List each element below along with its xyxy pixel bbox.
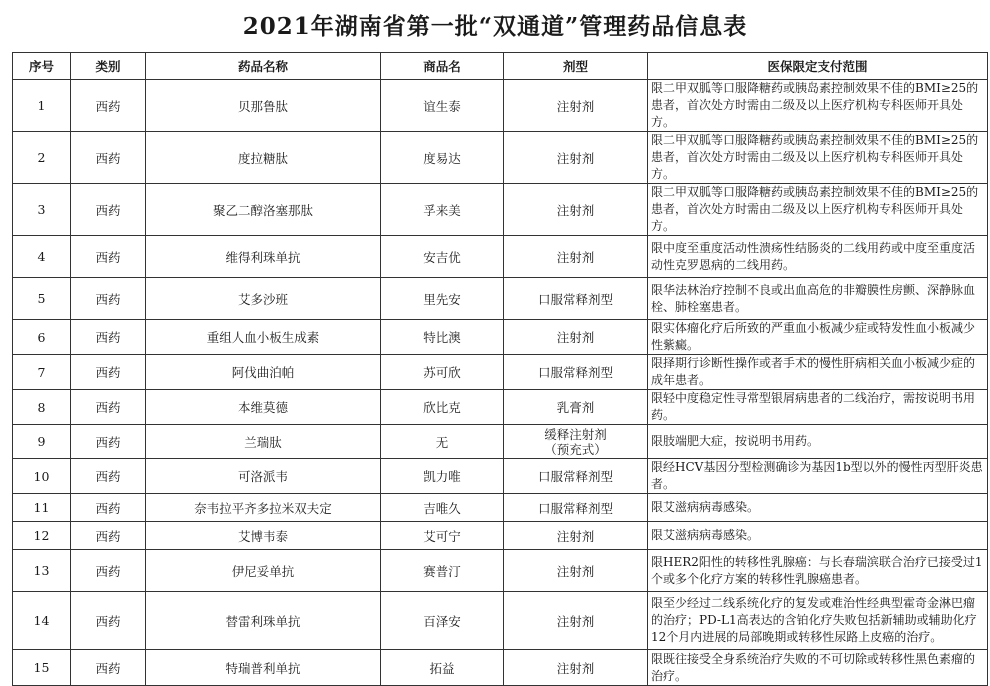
- cell-category: 西药: [71, 592, 146, 650]
- cell-no: 13: [13, 550, 71, 592]
- cell-dosage-form: 注射剂: [504, 184, 648, 236]
- cell-dosage-form: 口服常释剂型: [504, 355, 648, 390]
- table-row: [13, 278, 988, 320]
- cell-drug-name: 艾多沙班: [146, 278, 381, 320]
- cell-category: 西药: [71, 184, 146, 236]
- cell-dosage-form: 注射剂: [504, 650, 648, 686]
- cell-payment-scope: 限二甲双胍等口服降糖药或胰岛素控制效果不佳的BMI≥25的患者，首次处方时需由二级及以上医疗机构专科医师开具处方。: [648, 80, 988, 132]
- table-row: [13, 550, 988, 592]
- cell-payment-scope: 限择期行诊断性操作或者手术的慢性肝病相关血小板减少症的成年患者。: [648, 355, 988, 390]
- cell-category: 西药: [71, 80, 146, 132]
- header-category: 类别: [71, 53, 146, 80]
- cell-no: 5: [13, 278, 71, 320]
- cell-no: 15: [13, 650, 71, 686]
- cell-brand-name: 孚来美: [381, 184, 504, 236]
- cell-drug-name: 兰瑞肽: [146, 425, 381, 459]
- cell-brand-name: 凯力唯: [381, 459, 504, 494]
- table-row: [13, 80, 988, 132]
- cell-brand-name: 度易达: [381, 132, 504, 184]
- table-row: [13, 355, 988, 390]
- cell-brand-name: 苏可欣: [381, 355, 504, 390]
- dosage-form-line-1: 缓释注射剂: [544, 426, 607, 442]
- cell-drug-name: 度拉糖肽: [146, 132, 381, 184]
- page-title: 2021年湖南省第一批“双通道”管理药品信息表: [242, 13, 748, 40]
- table-row: [13, 320, 988, 355]
- table-row: [13, 494, 988, 522]
- cell-category: 西药: [71, 550, 146, 592]
- cell-no: 4: [13, 236, 71, 278]
- header-dosage-form: 剂型: [504, 53, 648, 80]
- cell-payment-scope: 限轻中度稳定性寻常型银屑病患者的二线治疗，需按说明书用药。: [648, 390, 988, 425]
- cell-dosage-form: [504, 425, 648, 459]
- cell-brand-name: 安吉优: [381, 236, 504, 278]
- cell-category: 西药: [71, 320, 146, 355]
- cell-payment-scope: 限艾滋病病毒感染。: [648, 494, 988, 522]
- cell-brand-name: 欣比克: [381, 390, 504, 425]
- cell-drug-name: 艾博韦泰: [146, 522, 381, 550]
- table-row: [13, 425, 988, 459]
- cell-dosage-form: 口服常释剂型: [504, 494, 648, 522]
- cell-drug-name: 替雷利珠单抗: [146, 592, 381, 650]
- cell-dosage-form: 注射剂: [504, 320, 648, 355]
- header-drug-name: 药品名称: [146, 53, 381, 80]
- cell-brand-name: 特比澳: [381, 320, 504, 355]
- cell-drug-name: 本维莫德: [146, 390, 381, 425]
- cell-no: 12: [13, 522, 71, 550]
- cell-category: 西药: [71, 494, 146, 522]
- cell-payment-scope: 限实体瘤化疗后所致的严重血小板减少症或特发性血小板减少性紫癜。: [648, 320, 988, 355]
- cell-drug-name: 贝那鲁肽: [146, 80, 381, 132]
- dosage-form-line-2: （预充式）: [544, 441, 607, 457]
- cell-brand-name: 百泽安: [381, 592, 504, 650]
- cell-brand-name: 拓益: [381, 650, 504, 686]
- cell-dosage-form: 注射剂: [504, 236, 648, 278]
- cell-brand-name: 赛普汀: [381, 550, 504, 592]
- cell-brand-name: 里先安: [381, 278, 504, 320]
- cell-payment-scope: 限既往接受全身系统治疗失败的不可切除或转移性黑色素瘤的治疗。: [648, 650, 988, 686]
- cell-drug-name: 特瑞普利单抗: [146, 650, 381, 686]
- cell-dosage-form: 注射剂: [504, 80, 648, 132]
- cell-no: 10: [13, 459, 71, 494]
- cell-brand-name: 谊生泰: [381, 80, 504, 132]
- table-row: [13, 459, 988, 494]
- cell-no: 7: [13, 355, 71, 390]
- cell-category: 西药: [71, 425, 146, 459]
- cell-no: 1: [13, 80, 71, 132]
- cell-no: 3: [13, 184, 71, 236]
- cell-dosage-form: 注射剂: [504, 592, 648, 650]
- cell-drug-name: 重组人血小板生成素: [146, 320, 381, 355]
- header-payment-scope: 医保限定支付范围: [648, 53, 988, 80]
- table-row: [13, 522, 988, 550]
- cell-payment-scope: 限经HCV基因分型检测确诊为基因1b型以外的慢性丙型肝炎患者。: [648, 459, 988, 494]
- cell-payment-scope: 限艾滋病病毒感染。: [648, 522, 988, 550]
- cell-category: 西药: [71, 650, 146, 686]
- cell-category: 西药: [71, 390, 146, 425]
- cell-no: 9: [13, 425, 71, 459]
- cell-dosage-form: 注射剂: [504, 132, 648, 184]
- cell-no: 6: [13, 320, 71, 355]
- table-row: [13, 390, 988, 425]
- cell-payment-scope: 限华法林治疗控制不良或出血高危的非瓣膜性房颤、深静脉血栓、肺栓塞患者。: [648, 278, 988, 320]
- cell-no: 11: [13, 494, 71, 522]
- cell-payment-scope: 限二甲双胍等口服降糖药或胰岛素控制效果不佳的BMI≥25的患者，首次处方时需由二级及以上医疗机构专科医师开具处方。: [648, 184, 988, 236]
- cell-brand-name: 艾可宁: [381, 522, 504, 550]
- cell-drug-name: 伊尼妥单抗: [146, 550, 381, 592]
- cell-brand-name: 无: [381, 425, 504, 459]
- cell-no: 2: [13, 132, 71, 184]
- cell-drug-name: 可洛派韦: [146, 459, 381, 494]
- cell-dosage-form: 注射剂: [504, 522, 648, 550]
- cell-no: 8: [13, 390, 71, 425]
- cell-payment-scope: 限至少经过二线系统化疗的复发或难治性经典型霍奇金淋巴瘤的治疗；PD-L1高表达的含铂化疗失败包括新辅助或辅助化疗12个月内进展的局部晚期或转移性尿路上皮癌的治疗。: [648, 592, 988, 650]
- cell-category: 西药: [71, 278, 146, 320]
- cell-category: 西药: [71, 132, 146, 184]
- table-row: [13, 184, 988, 236]
- cell-drug-name: 阿伐曲泊帕: [146, 355, 381, 390]
- cell-category: 西药: [71, 355, 146, 390]
- table-row: [13, 650, 988, 686]
- table-header-row: [13, 53, 988, 80]
- cell-category: 西药: [71, 459, 146, 494]
- cell-dosage-form: 口服常释剂型: [504, 459, 648, 494]
- cell-dosage-form: 口服常释剂型: [504, 278, 648, 320]
- cell-brand-name: 吉唯久: [381, 494, 504, 522]
- cell-payment-scope: 限肢端肥大症，按说明书用药。: [648, 425, 988, 459]
- cell-drug-name: 奈韦拉平齐多拉米双夫定: [146, 494, 381, 522]
- cell-category: 西药: [71, 522, 146, 550]
- cell-payment-scope: 限HER2阳性的转移性乳腺癌：与长春瑞滨联合治疗已接受过1个或多个化疗方案的转移性乳腺癌患者。: [648, 550, 988, 592]
- drug-table: [12, 52, 988, 686]
- header-no: 序号: [13, 53, 71, 80]
- table-row: [13, 236, 988, 278]
- table-row: [13, 592, 988, 650]
- cell-no: 14: [13, 592, 71, 650]
- cell-drug-name: 聚乙二醇洛塞那肽: [146, 184, 381, 236]
- cell-dosage-form: 乳膏剂: [504, 390, 648, 425]
- cell-category: 西药: [71, 236, 146, 278]
- header-brand-name: 商品名: [381, 53, 504, 80]
- table-row: [13, 132, 988, 184]
- cell-payment-scope: 限二甲双胍等口服降糖药或胰岛素控制效果不佳的BMI≥25的患者，首次处方时需由二级及以上医疗机构专科医师开具处方。: [648, 132, 988, 184]
- cell-dosage-form: 注射剂: [504, 550, 648, 592]
- cell-drug-name: 维得利珠单抗: [146, 236, 381, 278]
- cell-payment-scope: 限中度至重度活动性溃疡性结肠炎的二线用药或中度至重度活动性克罗恩病的二线用药。: [648, 236, 988, 278]
